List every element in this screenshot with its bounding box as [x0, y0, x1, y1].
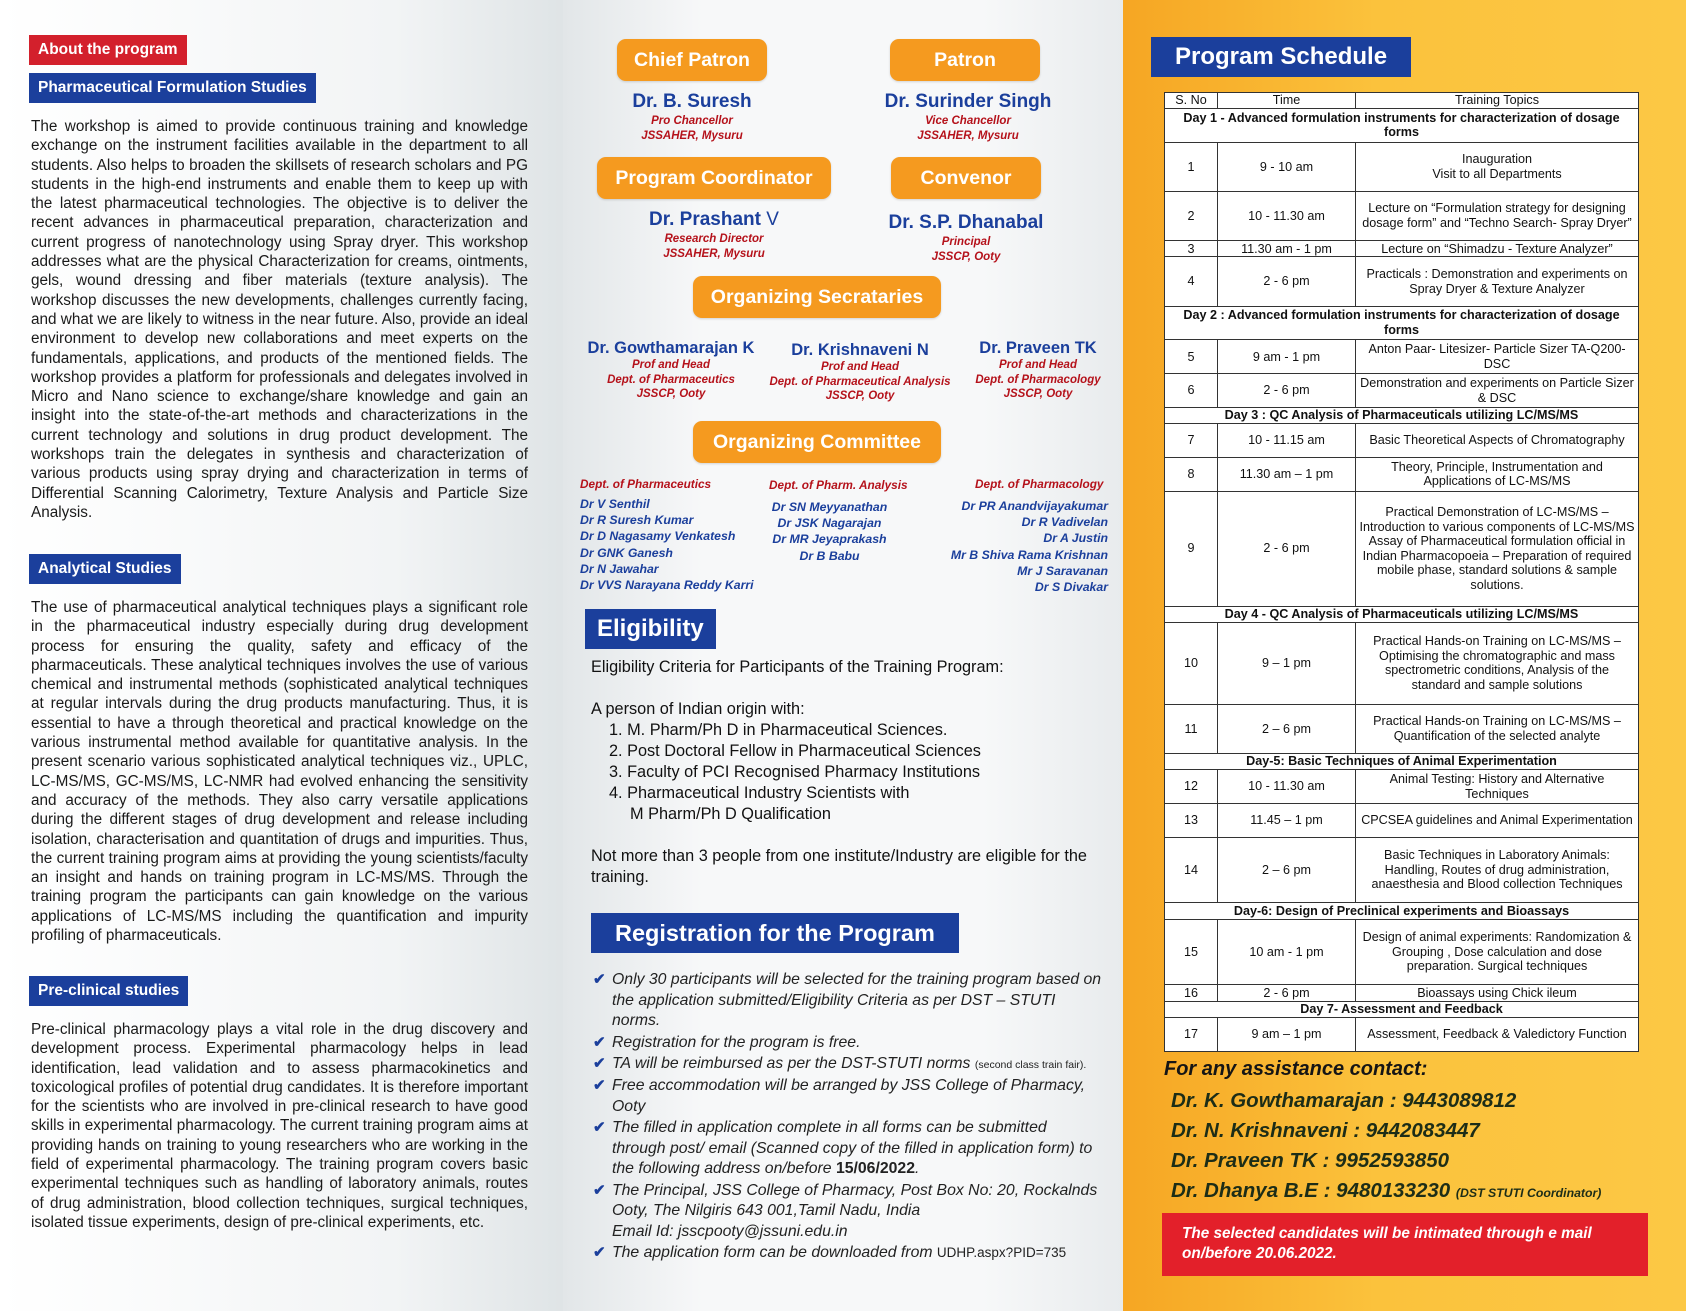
schedule-session-row [1165, 458, 1639, 492]
header-time: Time [1218, 93, 1356, 109]
session-time: 10 - 11.30 am [1218, 770, 1356, 804]
convenor-name: Dr. S.P. Dhanabal [888, 212, 1044, 233]
committee-member: Dr R Vadivelan [1021, 515, 1108, 530]
session-number: 14 [1165, 837, 1218, 903]
secretary [576, 338, 766, 402]
session-number: 10 [1165, 622, 1218, 704]
formulation-heading: Pharmaceutical Formulation Studies [29, 73, 316, 103]
schedule-session-row [1165, 257, 1639, 306]
schedule-session-row [1165, 142, 1639, 191]
session-topic: Design of animal experiments: Randomization & Grouping , Dose calculation and dose preparation. Surgical techniques [1356, 919, 1639, 985]
patron-role: Vice Chancellor [925, 115, 1011, 127]
preclinical-text: Pre-clinical pharmacology plays a vital role in the drug discovery and development process. Experimental pharmacology helps in lead identification, lead validation and to assess pharmacokinetics and toxicological profiles of potential drug candidates. It is therefore important for the scientists who are involved in pre-clinical research to have good skills in experimental pharmacology. The current training program aims at providing hands on training to young researchers who are working in the field of experimental pharmacology. The training program covers basic experimental techniques such as handling of laboratory animals, routes of drug administration, blood collection techniques, surgical techniques, isolated tissue experiments, design of pre-clinical experiments, etc. [31, 1021, 528, 1231]
patron-label: Patron [890, 39, 1040, 81]
registration-heading: Registration for the Program [591, 913, 959, 953]
registration-item: ✔ TA will be reimbursed as per the DST-STUTI norms (second class train fair). [593, 1054, 1103, 1076]
check-icon: ✔ [593, 1054, 606, 1072]
secretary-name: Dr. Praveen TK [979, 339, 1097, 357]
schedule-session-row [1165, 340, 1639, 374]
schedule-session-row [1165, 804, 1639, 838]
session-time: 9 am – 1 pm [1218, 1018, 1356, 1052]
coordinator-suffix: V [766, 209, 779, 230]
session-topic: Anton Paar- Litesizer- Particle Sizer TA-Q200- DSC [1356, 340, 1639, 374]
session-number: 5 [1165, 340, 1218, 374]
session-number: 11 [1165, 704, 1218, 753]
committee-member: Dr VVS Narayana Reddy Karri [580, 578, 754, 593]
check-icon: ✔ [593, 1181, 606, 1199]
committee-member: Dr D Nagasamy Venkatesh [580, 529, 736, 544]
application-form-link[interactable]: UDHP.aspx?PID=735 [936, 1245, 1067, 1261]
eligibility-criteria [609, 720, 1091, 825]
schedule-session-row [1165, 424, 1639, 458]
registration-list [593, 970, 1103, 1264]
committee-member: Dr GNK Ganesh [580, 545, 673, 560]
coordinator-note: (DST STUTI Coordinator) [1455, 1186, 1602, 1200]
secretary-name: Dr. Gowthamarajan K [587, 339, 755, 357]
schedule-session-row [1165, 704, 1639, 753]
secretaries-label: Organizing Secrataries [693, 276, 941, 318]
day-title: Day-5: Basic Techniques of Animal Experimentation [1165, 753, 1639, 769]
session-time: 2 – 6 pm [1218, 704, 1356, 753]
analytical-text: The use of pharmaceutical analytical techniques plays a significant role in the pharmaceutical industry especially during drug development process for ensuring the quality, safety and efficacy of the pharmaceuticals. These analytical techniques involves the use of various chemical and instrumental methods (sophisticated analytical techniques at regular intervals during the drug products manufacturing. Thus, it is essential to have a through theoretical and practical knowledge on the various instrumental method available for quantitative analysis. In the present scenario various sophisticated analytical techniques viz., UPLC, LC-MS/MS, GC-MS/MS, LC-NMR had evolved enhancing the sensitivity and accuracy of the methods. They also carry versatile applications during the different stages of drug development and release including isolation, characterisation and quantitation of drugs and impurities. Thus, the current training program aims at providing the young scientists/faculty an insight and hands on training program in LC-MS/MS. Through the training program the participants can gain knowledge on the various applications of LC-MS/MS including the quantification and impurity profiling of pharmaceuticals. [31, 599, 528, 945]
assistance-title: For any assistance contact: [1164, 1058, 1428, 1080]
eligibility-criterion: 2. Post Doctoral Fellow in Pharmaceutical Sciences [609, 742, 981, 760]
registration-item: ✔ Only 30 participants will be selected for the training program based on the application submitted/Eligibility Criteria as per DST – STUTI norms. [593, 971, 1102, 1030]
committee-member: Dr SN Meyyanathan [771, 500, 888, 514]
session-topic: Practical Hands-on Training on LC-MS/MS – Optimising the chromatographic and mass spectrometric conditions, Analysis of the standard and sample solutions [1356, 622, 1639, 704]
schedule-day-row [1165, 1001, 1639, 1017]
check-icon: ✔ [593, 1033, 606, 1051]
committee-member: Mr B Shiva Rama Krishnan [950, 547, 1108, 562]
committee-member: Dr MR Jeyaprakash [772, 532, 887, 547]
schedule-body [1165, 109, 1639, 1052]
secretary [765, 340, 955, 404]
eligibility-lead: A person of Indian origin with: [591, 700, 805, 718]
schedule-header-row [1165, 93, 1639, 109]
registration-item: ✔ The Principal, JSS College of Pharmacy, Post Box No: 20, Rockalnds Ooty, The Nilgiris 643 001,Tamil Nadu, India Email Id: jsscpooty@jssuni.edu.in [593, 1181, 1098, 1240]
session-time: 2 - 6 pm [1218, 491, 1356, 606]
committee-dept-title: Dept. of Pharm. Analysis [769, 478, 908, 492]
day-title: Day 1 - Advanced formulation instruments for characterization of dosage forms [1165, 109, 1639, 143]
session-topic: Basic Techniques in Laboratory Animals: Handling, Routes of drug administration, anaesthesia and Blood collection Techniques [1356, 837, 1639, 903]
secretary [943, 338, 1133, 402]
schedule-session-row [1165, 770, 1639, 804]
secretary-role: Prof and Head [632, 359, 710, 371]
contact-item: Dr. N. Krishnaveni : 9442083447 [1171, 1119, 1480, 1142]
schedule-session-row [1165, 191, 1639, 240]
schedule-session-row [1165, 374, 1639, 408]
committee-dept-title: Dept. of Pharmaceutics [580, 477, 712, 491]
session-number: 12 [1165, 770, 1218, 804]
secretary-org: JSSCP, Ooty [825, 390, 895, 402]
session-number: 13 [1165, 804, 1218, 838]
schedule-session-row [1165, 1018, 1639, 1052]
eligibility-block [591, 657, 1091, 888]
convenor-org: JSSCP, Ooty [931, 250, 1001, 263]
session-number: 8 [1165, 458, 1218, 492]
schedule-session-row [1165, 241, 1639, 257]
contact-item: Dr. Praveen TK : 9952593850 [1171, 1149, 1450, 1172]
session-topic: Practical Demonstration of LC-MS/MS – Introduction to various components of LC-MS/MS Assay of Pharmaceutical formulation official in Indian Pharmacopoeia – Preparation of required mobile phase, standard solutions & sample solutions. [1356, 491, 1639, 606]
day-title: Day 3 : QC Analysis of Pharmaceuticals utilizing LC/MS/MS [1165, 407, 1639, 423]
committee-members-pharmaceutics [580, 496, 754, 593]
coordinator-name: Dr. Prashant [649, 209, 761, 230]
session-time: 10 - 11.15 am [1218, 424, 1356, 458]
coordinator-role: Research Director [664, 233, 764, 245]
registration-item: ✔ The application form can be downloaded from UDHP.aspx?PID=735 [593, 1243, 1103, 1264]
schedule-day-row [1165, 306, 1639, 340]
session-number: 2 [1165, 191, 1218, 240]
session-number: 15 [1165, 919, 1218, 985]
session-time: 2 – 6 pm [1218, 837, 1356, 903]
session-topic: Practicals : Demonstration and experiments on Spray Dryer & Texture Analyzer [1356, 257, 1639, 306]
committee-members-analysis [762, 499, 897, 564]
session-topic: Lecture on “Formulation strategy for designing dosage form” and “Techno Search- Spray Dryer” [1356, 191, 1639, 240]
session-time: 11.30 am - 1 pm [1218, 241, 1356, 257]
session-number: 17 [1165, 1018, 1218, 1052]
check-icon: ✔ [593, 1244, 606, 1262]
check-icon: ✔ [593, 1077, 606, 1095]
contact-email: Email Id: jsscpooty@jssuni.edu.in [612, 1222, 848, 1240]
day-title: Day 2 : Advanced formulation instruments for characterization of dosage forms [1165, 306, 1639, 340]
chief-patron-label: Chief Patron [617, 39, 767, 81]
session-time: 9 - 10 am [1218, 142, 1356, 191]
schedule-day-row [1165, 109, 1639, 143]
assistance-contacts [1171, 1086, 1601, 1208]
deadline-date: 15/06/2022 [835, 1160, 915, 1178]
preclinical-heading: Pre-clinical studies [29, 976, 188, 1006]
patron-name: Dr. Surinder Singh [884, 91, 1052, 112]
eligibility-criterion: 1. M. Pharm/Ph D in Pharmaceutical Sciences. [609, 721, 948, 739]
registration-item: ✔ The filled in application complete in all forms can be submitted through post/ email (Scanned copy of the filled in application form) to the following address on/before 15/06/2022. [593, 1118, 1093, 1178]
selection-notice: The selected candidates will be intimated through e mail on/before 20.06.2022. [1162, 1213, 1648, 1276]
committee-member: Dr PR Anandvijayakumar [961, 499, 1108, 513]
session-number: 4 [1165, 257, 1218, 306]
contact-item: Dr. K. Gowthamarajan : 9443089812 [1171, 1089, 1517, 1112]
schedule-session-row [1165, 919, 1639, 985]
analytical-heading: Analytical Studies [29, 554, 181, 584]
coordinator-label: Program Coordinator [597, 157, 831, 199]
formulation-text: The workshop is aimed to provide continuous training and knowledge exchange on the instrument facilities available in the department to all students. Also helps to broaden the skillsets of research scholars and PG students in the high-end instruments and enable them to keep up with the latest pharmaceutical technologies. The objective is to deliver the recent advances in pharmaceutical preparation, characterization and current progress of nanotechnology using Spray dryer. This workshop addresses what are the physical Characterization for creams, ointments, gels, wound dressing and fiber materials (texture analysis). The workshop discusses the new developments, challenges currently facing, and what we are likely to witness in the near future. Also, provide an ideal environment to develop new collaborations and meet experts on the fundamentals, applications, and products of the mentioned fields. The workshop provides a platform for professionals and delegates involved in Micro and Nano science to exchange/share knowledge and gain an insight into the state-of-the-art methods and characterizations in the current technology and solutions in drug product development. The workshops train the delegates in synthesis and characterization of various products using spray drying and characterization in terms of Differential Scanning Calorimetry, Texture Analysis and Particle Size Analysis. [31, 118, 528, 521]
registration-item: ✔ Free accommodation will be arranged by JSS College of Pharmacy, Ooty [593, 1077, 1085, 1115]
patron [863, 90, 1073, 143]
chief-patron-role: Pro Chancellor [651, 115, 733, 127]
convenor-role: Principal [941, 236, 991, 248]
check-icon: ✔ [593, 971, 606, 988]
convenor [866, 211, 1066, 264]
session-time: 2 - 6 pm [1218, 374, 1356, 408]
session-time: 11.45 – 1 pm [1218, 804, 1356, 838]
session-time: 9 am - 1 pm [1218, 340, 1356, 374]
session-topic: Practical Hands-on Training on LC-MS/MS –Quantification of the selected analyte [1356, 704, 1639, 753]
chief-patron-org: JSSAHER, Mysuru [641, 129, 743, 142]
eligibility-note: Not more than 3 people from one institute/Industry are eligible for the training. [591, 847, 1087, 886]
secretary-role: Prof and Head [999, 359, 1077, 371]
session-time: 2 - 6 pm [1218, 985, 1356, 1001]
session-number: 1 [1165, 142, 1218, 191]
check-icon: ✔ [593, 1118, 606, 1136]
committee-members-pharmacology [900, 498, 1108, 595]
committee-label: Organizing Committee [693, 421, 941, 463]
committee-member: Dr R Suresh Kumar [580, 513, 694, 528]
committee-member: Dr V Senthil [580, 497, 650, 511]
day-title: Day 4 - QC Analysis of Pharmaceuticals utilizing LC/MS/MS [1165, 606, 1639, 622]
session-topic: Theory, Principle, Instrumentation and Applications of LC-MS/MS [1356, 458, 1639, 492]
chief-patron-name: Dr. B. Suresh [632, 91, 752, 112]
schedule-day-row [1165, 606, 1639, 622]
committee-member: Dr JSK Nagarajan [777, 516, 882, 531]
session-topic: Assessment, Feedback & Valedictory Function [1356, 1018, 1639, 1052]
coordinator [604, 208, 824, 261]
session-time: 2 - 6 pm [1218, 257, 1356, 306]
schedule-session-row [1165, 985, 1639, 1001]
secretary-org: JSSCP, Ooty [1003, 388, 1073, 400]
schedule-session-row [1165, 622, 1639, 704]
session-number: 7 [1165, 424, 1218, 458]
header-topics: Training Topics [1356, 93, 1639, 109]
session-number: 16 [1165, 985, 1218, 1001]
secretary-dept: Dept. of Pharmaceutical Analysis [769, 375, 951, 388]
session-topic: Basic Theoretical Aspects of Chromatography [1356, 424, 1639, 458]
schedule-day-row [1165, 407, 1639, 423]
eligibility-criterion: M Pharm/Ph D Qualification [630, 805, 831, 823]
committee-member: Dr N Jawahar [580, 561, 659, 576]
coordinator-org: JSSAHER, Mysuru [663, 247, 765, 260]
session-number: 9 [1165, 491, 1218, 606]
schedule-session-row [1165, 491, 1639, 606]
committee-member: Dr S Divakar [1034, 580, 1108, 595]
session-topic: CPCSEA guidelines and Animal Experimentation [1356, 804, 1639, 838]
schedule-day-row [1165, 753, 1639, 769]
session-topic: Bioassays using Chick ileum [1356, 985, 1639, 1001]
eligibility-criterion: 4. Pharmaceutical Industry Scientists with [609, 784, 910, 802]
schedule-table [1164, 92, 1639, 1052]
contact-item: Dr. Dhanya B.E : 9480133230 (DST STUTI Coordinator) [1171, 1179, 1602, 1202]
chief-patron [592, 90, 792, 143]
session-time: 11.30 am – 1 pm [1218, 458, 1356, 492]
secretary-dept: Dept. of Pharmaceutics [607, 373, 735, 386]
registration-item: ✔ Registration for the program is free. [593, 1033, 1103, 1054]
schedule-title: Program Schedule [1151, 37, 1411, 77]
committee-dept-title: Dept. of Pharmacology [975, 477, 1104, 491]
day-title: Day-6: Design of Preclinical experiments and Bioassays [1165, 903, 1639, 919]
session-time: 10 am - 1 pm [1218, 919, 1356, 985]
secretary-name: Dr. Krishnaveni N [791, 341, 929, 359]
committee-member: Dr B Babu [799, 548, 860, 563]
schedule-session-row [1165, 837, 1639, 903]
session-number: 6 [1165, 374, 1218, 408]
secretary-org: JSSCP, Ooty [636, 388, 706, 400]
convenor-label: Convenor [891, 157, 1041, 199]
session-topic: Inauguration Visit to all Departments [1356, 142, 1639, 191]
patron-org: JSSAHER, Mysuru [917, 129, 1019, 142]
session-topic: Animal Testing: History and Alternative Techniques [1356, 770, 1639, 804]
session-time: 10 - 11.30 am [1218, 191, 1356, 240]
session-topic: Demonstration and experiments on Particle Sizer & DSC [1356, 374, 1639, 408]
session-topic: Lecture on “Shimadzu - Texture Analyzer” [1356, 241, 1639, 257]
session-number: 3 [1165, 241, 1218, 257]
schedule-day-row [1165, 903, 1639, 919]
session-time: 9 – 1 pm [1218, 622, 1356, 704]
day-title: Day 7- Assessment and Feedback [1165, 1001, 1639, 1017]
eligibility-heading: Eligibility [585, 609, 716, 649]
about-program-label: About the program [29, 35, 187, 65]
header-sno: S. No [1165, 93, 1218, 109]
secretary-role: Prof and Head [821, 361, 899, 373]
committee-member: Dr A Justin [1043, 531, 1108, 546]
eligibility-intro: Eligibility Criteria for Participants of the Training Program: [591, 658, 1004, 676]
secretary-dept: Dept. of Pharmacology [975, 373, 1101, 386]
eligibility-criterion: 3. Faculty of PCI Recognised Pharmacy Institutions [609, 763, 981, 781]
committee-member: Mr J Saravanan [1017, 563, 1108, 578]
